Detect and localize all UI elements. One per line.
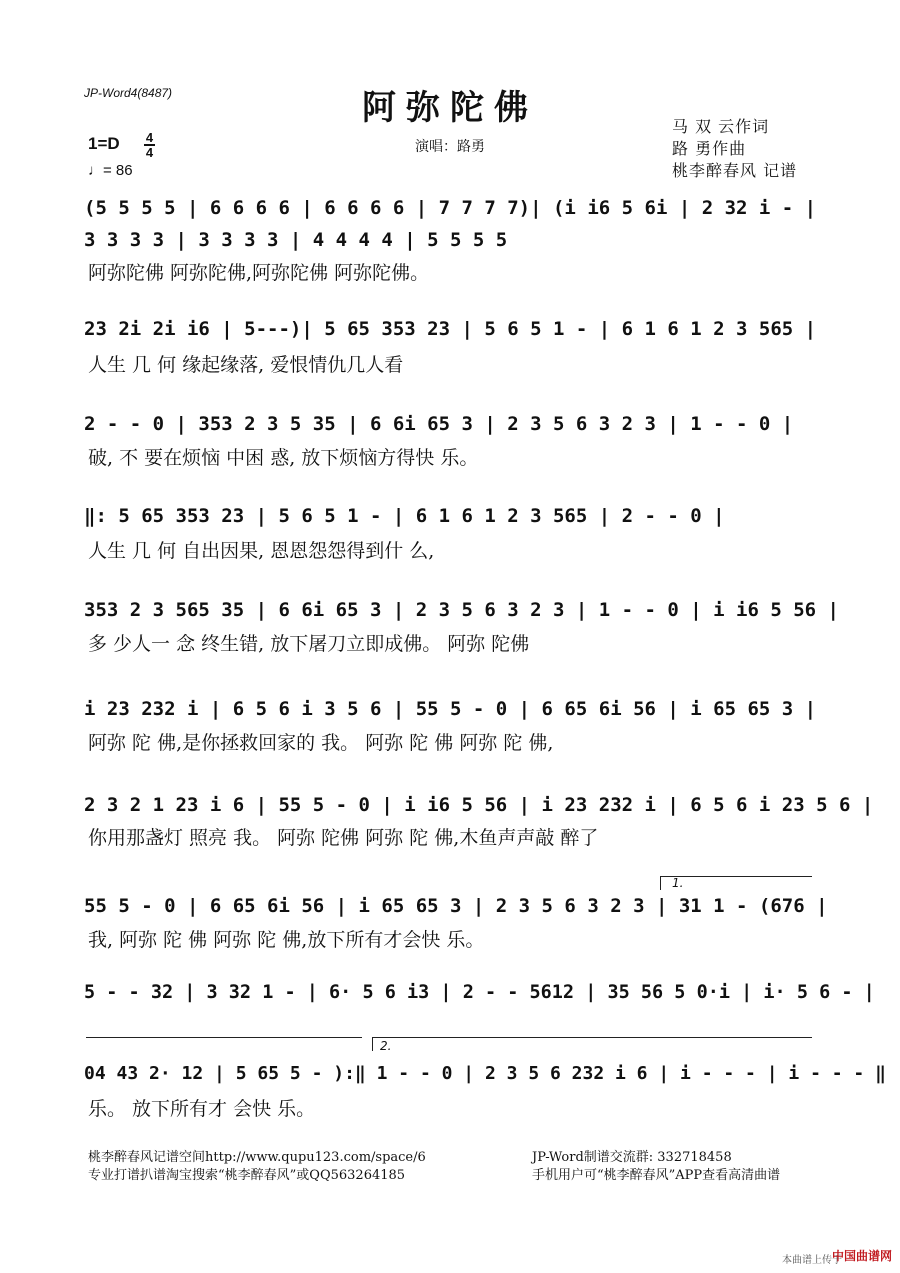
song-title: 阿弥陀佛 <box>362 88 538 128</box>
system-2-lyrics: 人生 几 何 缘起缘落, 爱恨情仇几人看 <box>88 354 404 376</box>
time-signature-top: 4 <box>145 130 154 145</box>
key-signature: 1=D <box>88 134 120 153</box>
system-4-lyrics: 人生 几 何 自出因果, 恩恩怨怨得到什 么, <box>88 540 435 562</box>
system-1-notes-lower: 3 3 3 3 | 3 3 3 3 | 4 4 4 4 | 5 5 5 5 <box>84 229 508 251</box>
system-10-lyrics: 乐。 放下所有才 会快 乐。 <box>88 1098 316 1120</box>
system-5-notes: 353 2 3 565 35 | 6 6i 65 3 | 2 3 5 6 3 2 3 | 1 - - 0 | i i6 5 56 | <box>84 599 839 621</box>
composer-credit: 路 勇作曲 <box>672 139 747 158</box>
system-3-notes: 2 - - 0 | 353 2 3 5 35 | 6 6i 65 3 | 2 3 5 6 3 2 3 | 1 - - 0 | <box>84 413 794 435</box>
volta-2-bracket-edge <box>372 1037 373 1051</box>
system-3-lyrics: 破, 不 要在烦恼 中困 惑, 放下烦恼方得快 乐。 <box>88 447 479 469</box>
system-7-lyrics: 你用那盏灯 照亮 我。 阿弥 陀佛 阿弥 陀 佛,木鱼声声敲 醉了 <box>88 827 599 849</box>
footer-app-info: 手机用户可“桃李醉春风”APP查看高清曲谱 <box>532 1168 781 1183</box>
system-1-notes-upper: (5 5 5 5 | 6 6 6 6 | 6 6 6 6 | 7 7 7 7)| (i i6 5 6i | 2 32 i - | <box>84 197 817 219</box>
singer-credit: 演唱：路勇 <box>415 139 485 155</box>
footer-website: 桃李醉春风记谱空间http://www.qupu123.com/space/6 <box>88 1150 426 1165</box>
system-4-notes: ‖: 5 65 353 23 | 5 6 5 1 - | 6 1 6 1 2 3 565 | 2 - - 0 | <box>84 505 725 527</box>
system-8-notes: 55 5 - 0 | 6 65 6i 56 | i 65 65 3 | 2 3 5 6 3 2 3 | 31 1 - (676 | <box>84 895 828 917</box>
tempo-marking: ♩= 86 <box>88 162 133 179</box>
time-signature-bottom: 4 <box>145 145 154 160</box>
lyricist-credit: 马 双 云作词 <box>672 117 770 136</box>
volta-1-continuation <box>86 1037 362 1038</box>
system-10-notes: 04 43 2· 12 | 5 65 5 - ):‖ 1 - - 0 | 2 3 5 6 232 i 6 | i - - - | i - - - ‖ <box>84 1063 886 1084</box>
system-8-lyrics: 我, 阿弥 陀 佛 阿弥 陀 佛,放下所有才会快 乐。 <box>88 929 485 951</box>
system-6-notes: i 23 232 i | 6 5 6 i 3 5 6 | 55 5 - 0 | 6 65 6i 56 | i 65 65 3 | <box>84 698 817 720</box>
system-2-notes: 23 2i 2i i6 | 5---)| 5 65 353 23 | 5 6 5 1 - | 6 1 6 1 2 3 565 | <box>84 318 817 340</box>
volta-1-bracket-edge <box>660 876 661 890</box>
time-signature <box>144 131 155 159</box>
transcriber-credit: 桃李醉春风 记谱 <box>672 161 798 180</box>
system-7-notes: 2 3 2 1 23 i 6 | 55 5 - 0 | i i6 5 56 | i 23 232 i | 6 5 6 i 23 5 6 | <box>84 794 874 816</box>
volta-1-label: 1. <box>672 876 684 890</box>
app-version-label: JP-Word4(8487) <box>84 86 173 100</box>
system-1-lyrics: 阿弥陀佛 阿弥陀佛,阿弥陀佛 阿弥陀佛。 <box>88 262 430 284</box>
volta-2-label: 2. <box>380 1039 392 1053</box>
system-9-notes: 5 - - 32 | 3 32 1 - | 6· 5 6 i3 | 2 - - 5612 | 35 56 5 0·i | i· 5 6 - | <box>84 982 875 1003</box>
upload-mark: 本曲谱上传于 <box>782 1255 842 1266</box>
system-6-lyrics: 阿弥 陀 佛,是你拯救回家的 我。 阿弥 陀 佛 阿弥 陀 佛, <box>88 732 554 754</box>
footer-shop-info: 专业打谱扒谱淘宝搜索“桃李醉春风”或QQ563264185 <box>88 1168 406 1183</box>
system-5-lyrics: 多 少人一 念 终生错, 放下屠刀立即成佛。 阿弥 陀佛 <box>88 633 530 655</box>
site-logo: 中国曲谱网 <box>832 1249 893 1263</box>
footer-group-info: JP-Word制谱交流群: 332718458 <box>532 1150 732 1165</box>
volta-2-bracket <box>372 1037 812 1038</box>
